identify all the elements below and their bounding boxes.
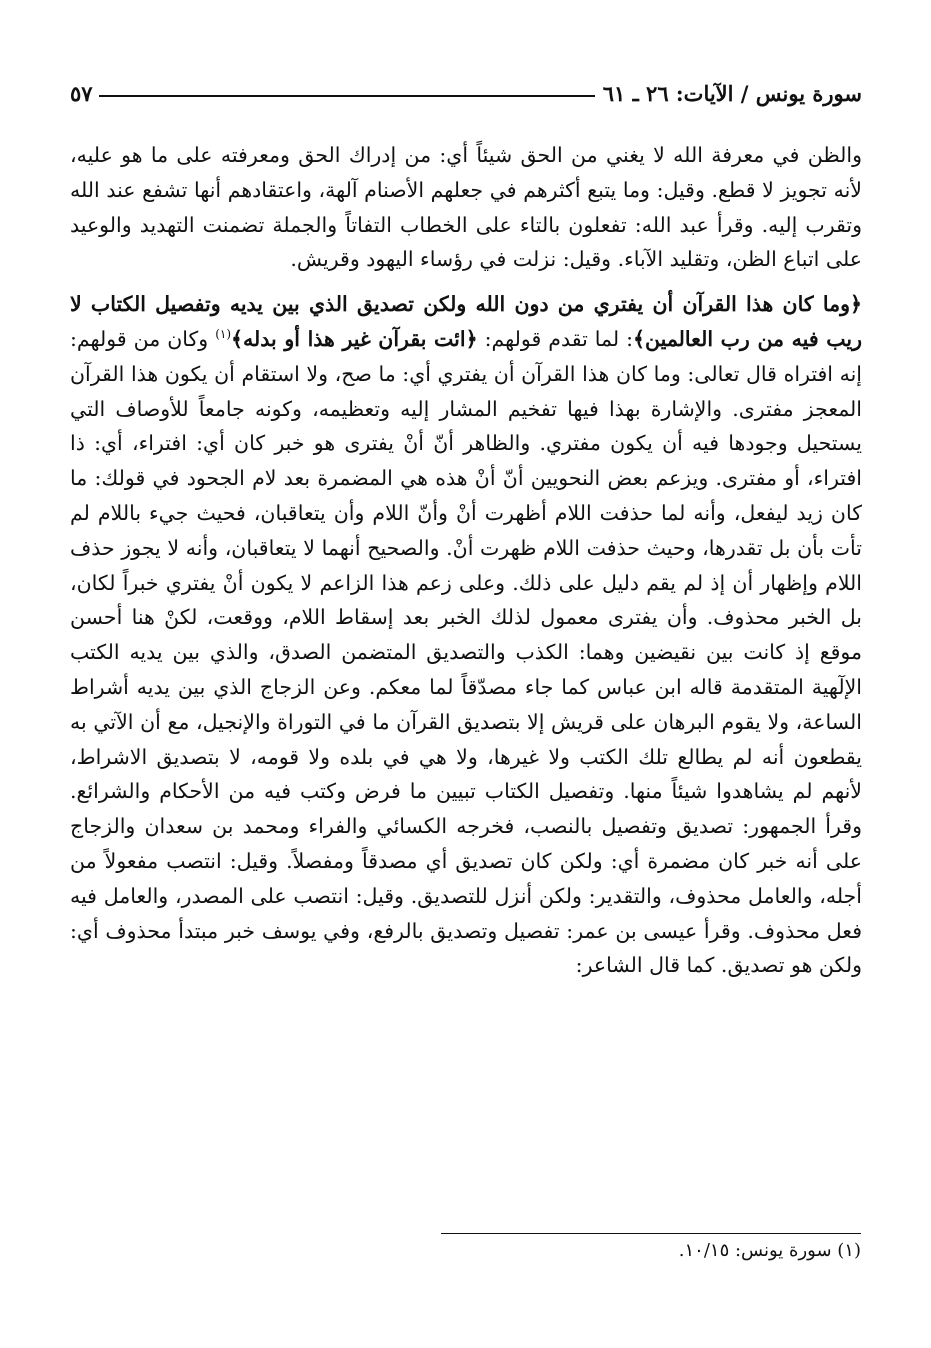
paragraph-2 bbox=[70, 287, 862, 983]
page-number: ٥٧ bbox=[70, 80, 93, 106]
footnote: (١) سورة يونس: ١٠/١٥. bbox=[678, 1240, 861, 1261]
page-header-title: سورة يونس / الآيات: ٢٦ ـ ٦١ bbox=[602, 80, 862, 106]
commentary-text: : لما تقدم قولهم: bbox=[477, 326, 634, 351]
footnote-rule bbox=[441, 1233, 861, 1234]
paragraph-1: والظن في معرفة الله لا يغني من الحق شيئاً أي: من إدراك الحق ومعرفته على ما هو عليه، لأنه تجويز لا قطع. وقيل: وما يتبع أكثرهم في جعلهم الأصنام آلهة، واعتقادهم أنها تشفع عند الله وتقرب إليه. وقرأ عبد الله: تفعلون بالتاء على الخطاب التفاتاً والجملة تضمنت التهديد والوعيد على اتباع الظن، وتقليد الآباء. وقيل: نزلت في رؤساء اليهود وقريش. bbox=[70, 143, 862, 272]
footnote-reference: (١) bbox=[215, 327, 232, 342]
quranic-verse: ﴿وما كان هذا القرآن أن يفتري من دون الله ولكن تصديق الذي بين يديه وتفصيل الكتاب لا ريب فيه من رب العالمين﴾ bbox=[70, 292, 862, 351]
running-header bbox=[70, 76, 862, 110]
commentary-text: وكان من قولهم: إنه افتراه قال تعالى: وما كان هذا القرآن أن يفتري أي: ما صح، ولا استقام أن يكون هذا القرآن المعجز مفترى. والإشارة بهذا فيها تفخيم المشار إليه وتعظيمه، وكونه جامعاً للأوصاف التي يستحيل وجودها فيه أن يكون مفتري. والظاهر أنّ أنْ يفترى هو خبر كان أي: افتراء، أي: ذا افتراء، أو مفترى. ويزعم بعض النحويين أنّ أنْ هذه هي المضمرة بعد لام الجحود في قولك: ما كان زيد ليفعل، وأنه لما حذفت اللام أظهرت أنْ وأنّ اللام وأن يتعاقبان، فحيث جيء باللام لم تأت بأن بل تقدرها، وحيث حذفت اللام ظهرت أنْ. والصحيح أنهما لا يتعاقبان، وأنه لا يجوز حذف اللام وإظهار أن إذ لم يقم دليل على ذلك. وعلى زعم هذا الزاعم لا يكون أنْ يفتري خبراً لكان، بل الخبر محذوف. وأن يفترى معمول لذلك الخبر بعد إسقاط اللام، ووقعت، لكنْ هنا أحسن موقع إذ كانت بين نقيضين وهما: الكذب والتصديق المتضمن الصدق، والذي بين يديه الكتب الإلٓهية المتقدمة قاله ابن عباس كما جاء مصدّقاً لما معكم. وعن الزجاج الذي بين يديه أشراط الساعة، ولا يقوم البرهان على قريش إلا بتصديق القرآن ما في التوراة والإنجيل، مع أن الآتي به يقطعون أنه لم يطالع تلك الكتب ولا غيرها، ولا هي في بلده ولا قومه، لا بتصديق الاشراط، لأنهم لم يشاهدوا شيئاً منها. وتفصيل الكتاب تبيين ما فرض وكتب فيه من الأحكام والشرائع. وقرأ الجمهور: تصديق وتفصيل بالنصب، فخرجه الكسائي والفراء ومحمد بن سعدان والزجاج على أنه خبر كان مضمرة أي: ولكن كان تصديق أي مصدقاً ومفصلاً. وقيل: انتصب مفعولاً من أجله، والعامل محذوف، والتقدير: ولكن أنزل للتصديق. وقيل: انتصب على المصدر، والعامل فيه فعل محذوف. وقرأ عيسى بن عمر: تفصيل وتصديق بالرفع، وفي يوسف خبر مبتدأ محذوف أي: ولكن هو تصديق. كما قال الشاعر: bbox=[70, 326, 862, 978]
quoted-verse: ﴿ائت بقرآن غير هذا أو بدله﴾ bbox=[231, 326, 478, 351]
header-rule bbox=[99, 95, 595, 97]
page-body bbox=[70, 138, 862, 983]
